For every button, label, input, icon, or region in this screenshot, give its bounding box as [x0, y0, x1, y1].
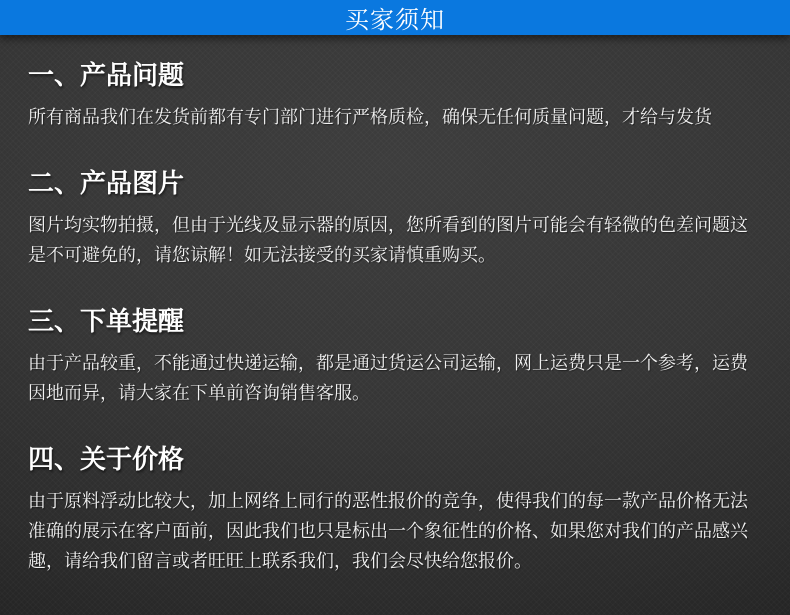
section-heading: 四、关于价格: [28, 445, 185, 475]
notice-section-order-reminder: [28, 309, 762, 409]
section-heading: 一、产品问题: [28, 61, 185, 91]
notice-section-about-price: [28, 447, 762, 577]
section-text: 所有商品我们在发货前都有专门部门进行严格质检，确保无任何质量问题，才给与发货: [28, 107, 712, 128]
section-text: 由于原料浮动比较大，加上网络上同行的恶性报价的竞争，使得我们的每一款产品价格无法准确的展示在客户面前，因此我们也只是标出一个象征性的价格、如果您对我们的产品感兴趣，请给我们留言或者旺旺上联系我们，我们会尽快给您报价。: [28, 491, 748, 572]
section-heading: 二、产品图片: [28, 169, 185, 199]
section-text: 由于产品较重，不能通过快递运输，都是通过货运公司运输，网上运费只是一个参考，运费因地而异，请大家在下单前咨询销售客服。: [28, 353, 748, 404]
notice-section-product-issues: [28, 63, 762, 133]
section-heading: 三、下单提醒: [28, 307, 185, 337]
notice-title: 买家须知: [345, 6, 445, 34]
section-text: 图片均实物拍摄，但由于光线及显示器的原因，您所看到的图片可能会有轻微的色差问题这是不可避免的，请您谅解！如无法接受的买家请慎重购买。: [28, 215, 748, 266]
notice-section-product-images: [28, 171, 762, 271]
notice-content: [0, 35, 790, 615]
notice-header-bar: [0, 0, 790, 35]
